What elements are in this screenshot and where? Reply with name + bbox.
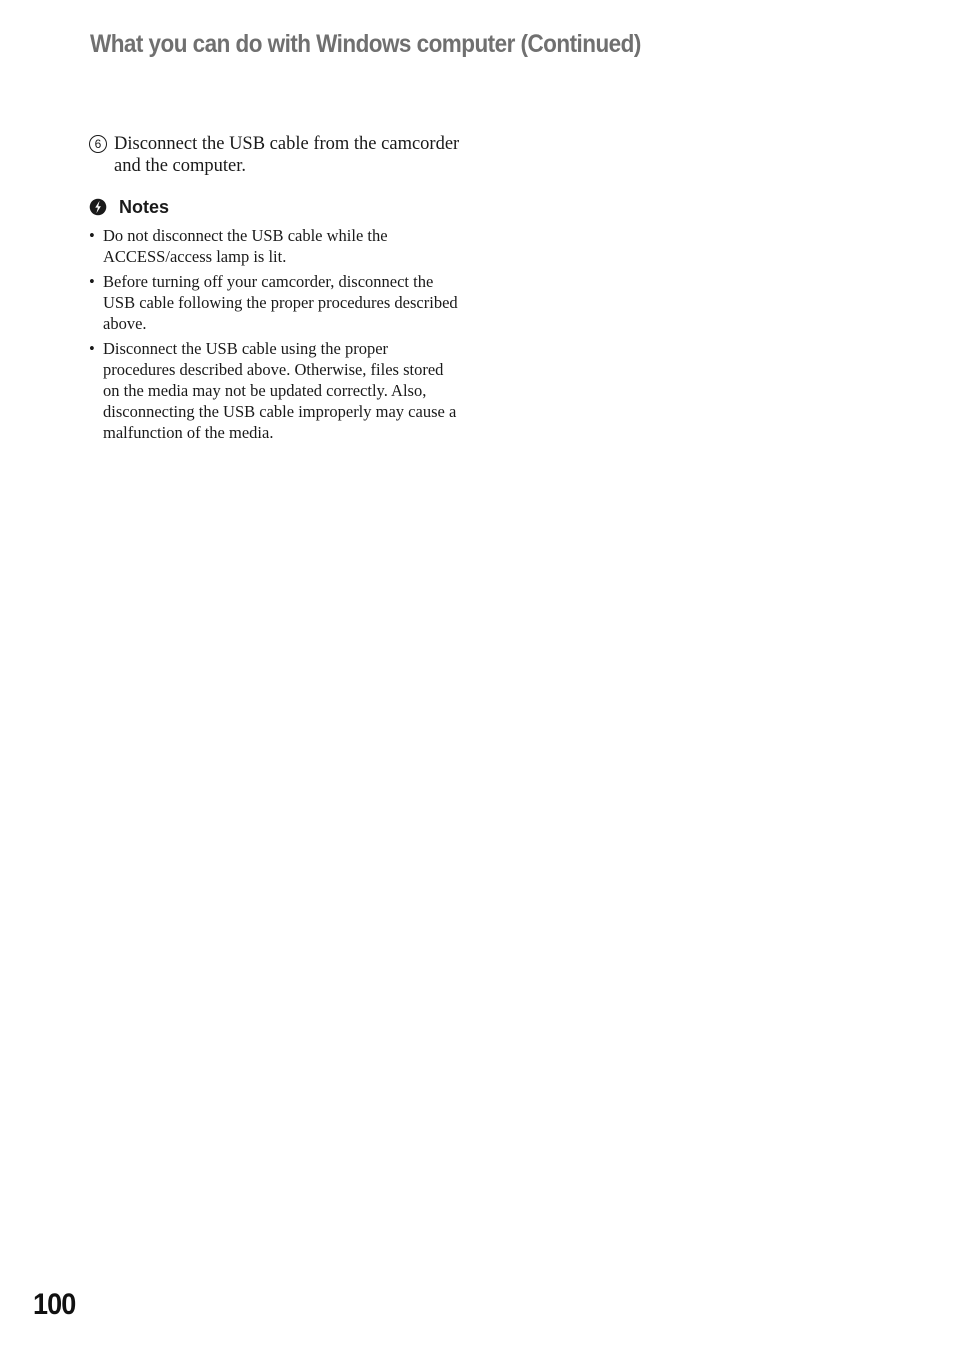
page-number: 100 bbox=[33, 1288, 76, 1321]
notes-heading bbox=[89, 196, 169, 218]
note-text: Do not disconnect the USB cable while the ACCESS/access lamp is lit. bbox=[103, 226, 388, 266]
page-title: What you can do with Windows computer (Continued) bbox=[90, 30, 641, 58]
note-text: Before turning off your camcorder, disconnect the USB cable following the proper procedures described above. bbox=[103, 272, 458, 333]
step-number: 6 bbox=[89, 135, 107, 153]
notes-warning-icon bbox=[89, 198, 107, 216]
procedure-step bbox=[89, 133, 469, 177]
step-text: Disconnect the USB cable from the camcorder and the computer. bbox=[114, 134, 460, 176]
note-item bbox=[89, 225, 459, 267]
note-item bbox=[89, 338, 459, 443]
notes-heading-label: Notes bbox=[119, 197, 170, 217]
bullet-icon: • bbox=[89, 226, 95, 245]
note-text: Disconnect the USB cable using the proper procedures described above. Otherwise, files stored on the media may not be updated correctly. Also, disconnecting the USB cable improperly may cause a malfunction of the media. bbox=[103, 339, 457, 442]
bullet-icon: • bbox=[89, 272, 95, 291]
note-item bbox=[89, 271, 459, 334]
bullet-icon: • bbox=[89, 339, 95, 358]
notes-list bbox=[89, 225, 459, 447]
